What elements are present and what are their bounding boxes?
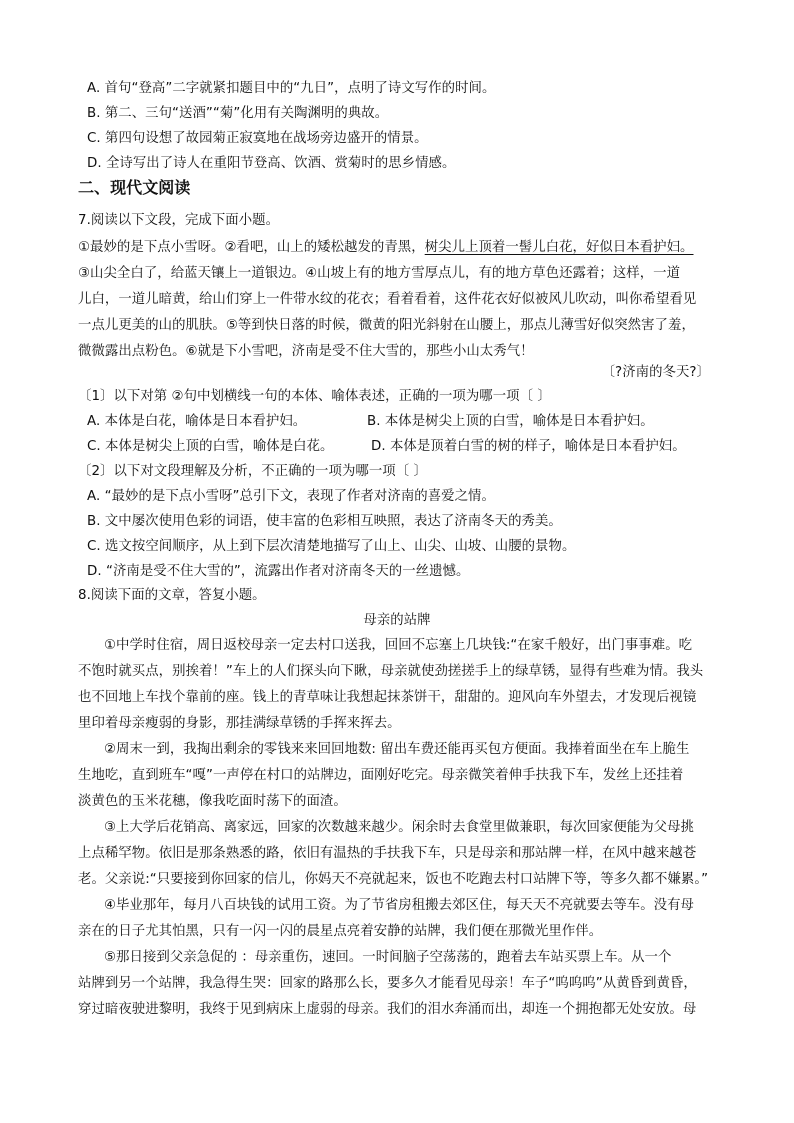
q7-sub2-stem: 〔2〕以下对文段理解及分析，不正确的一项为哪一项〔 〕 xyxy=(78,464,427,479)
article-line: 穿过暗夜驶进黎明，我终于见到病床上虚弱的母亲。我们的泪水奔涌而出，却连一个拥抱都无处安放。母 xyxy=(78,1002,697,1017)
q7-source: 〔?济南的冬天?〕 xyxy=(601,365,710,380)
q6-option-b: B. 第二、三句“送酒”“菊”化用有关陶渊明的典故。 xyxy=(87,106,389,121)
q7-sub2-option-d: D. “济南是受不住大雪的”，流露出作者对济南冬天的一丝遗憾。 xyxy=(87,564,470,579)
q6-option-a: A. 首句“登高”二字就紧扣题目中的“九日”，点明了诗文写作的时间。 xyxy=(87,81,496,96)
article-line: 里印着母亲瘦弱的身影，那挂满绿草锈的手挥来挥去。 xyxy=(78,716,401,731)
article-title: 母亲的站牌 xyxy=(363,613,431,628)
q7-passage-line-2: ③山尖全白了，给蓝天镶上一道银边。④山坡上有的地方雪厚点儿，有的地方草色还露着；这样，一道 xyxy=(78,266,681,281)
q7-passage-line-4: 一点儿更美的山的肌肤。⑤等到快日落的时候，微黄的阳光斜射在山腰上，那点儿薄雪好似突然害了羞， xyxy=(78,318,695,333)
q7-sub2-option-b: B. 文中屡次使用色彩的词语，使丰富的色彩相互映照，表达了济南冬天的秀美。 xyxy=(87,514,562,529)
q7-sub1-stem: 〔1〕以下对第 ②句中划横线一句的本体、喻体表述，正确的一项为哪一项〔 〕 xyxy=(78,389,551,404)
article-line: ③上大学后花销高、离家远，回家的次数越来越少。闲余时去食堂里做兼职，每次回家便能为父母挑 xyxy=(104,820,694,835)
q7-sub2-option-c: C. 选文按空间顺序，从上到下层次清楚地描写了山上、山尖、山坡、山腰的景物。 xyxy=(87,539,576,554)
q7-intro: 7.阅读以下文段，完成下面小题。 xyxy=(78,213,280,228)
q6-option-c: C. 第四句设想了故园菊正寂寞地在战场旁边盛开的情景。 xyxy=(87,131,428,146)
article-line: ①中学时住宿，周日返校母亲一定去村口送我，回回不忘塞上几块钱:“在家千般好，出门事事难。吃 xyxy=(104,638,693,653)
q7-sub1-option-a: A. 本体是白花，喻体是日本看护妇。 xyxy=(87,414,307,429)
article-line: 淡黄色的玉米花穗，像我吃面时荡下的面渣。 xyxy=(78,794,347,809)
q8-intro: 8.阅读下面的文章，答复小题。 xyxy=(78,588,266,603)
article-line: 生地吃，直到班车“嘎”一声停在村口的站牌边，面刚好吃完。母亲微笑着伸手扶我下车，发丝上还挂着 xyxy=(78,768,684,783)
q7-passage-line-5: 微微露出点粉色。⑥就是下小雪吧，济南是受不住大雪的，那些小山太秀气！ xyxy=(78,344,534,359)
article-line: ②周末一到，我掏出剩余的零钱来来回回地数: 留出车费还能再买包方便面。我捧着面坐在车上脆生 xyxy=(104,742,690,757)
article-line: 亲在的日子尤其怕黑，只有一闪一闪的晨星点亮着安静的站牌，我们便在那微光里作伴。 xyxy=(78,924,603,939)
q7-passage-line-3: 儿白，一道儿暗黄，给山们穿上一件带水纹的花衣；看着看着，这件花衣好似被风儿吹动，叫你希望看见 xyxy=(78,292,697,307)
q7-sub1-option-b: B. 本体是树尖上顶的白雪，喻体是日本看护妇。 xyxy=(367,414,654,429)
q7-passage-plain: ①最妙的是下点小雪呀。②看吧，山上的矮松越发的青黑， xyxy=(78,240,425,255)
article-line: ⑤那日接到父亲急促的 ：母亲重伤，速回。一时间脑子空荡荡的，跑着去车站买票上车。从一个 xyxy=(104,950,672,965)
article-line: ④毕业那年，每月八百块钱的试用工资。为了节省房租搬去郊区住，每天天不亮就要去等车。没有母 xyxy=(104,898,694,913)
article-line: 站牌到另一个站牌，我急得生哭：回家的路那么长，要多久才能看见母亲！车子“呜呜呜”从黄昏到黄昏， xyxy=(78,976,697,991)
q7-underlined-sentence: 树尖儿上顶着一髻儿白花，好似日本看护妇。 xyxy=(424,240,694,255)
article-line: 也不回地上车找个靠前的座。钱上的青草味让我想起抹茶饼干，甜甜的。迎风向车外望去，才发现后视镜 xyxy=(78,690,697,705)
article-line: 上点稀罕物。依旧是那条熟悉的路，依旧有温热的手扶我下车，只是母亲和那站牌一样，在风中越来越苍 xyxy=(78,846,697,861)
q7-sub2-option-a: A. “最妙的是下点小雪呀”总引下文，表现了作者对济南的喜爱之情。 xyxy=(87,489,495,504)
q7-sub1-option-d: D. 本体是顶着白雪的树的样子，喻体是日本看护妇。 xyxy=(371,439,686,454)
article-line: 老。父亲说:“只要接到你回家的信儿，你妈天不亮就起来，饭也不吃跑去村口站牌下等，等多久都不嫌累。” xyxy=(78,872,709,887)
article-line: 不饱时就买点，别挨着！”车上的人们探头向下瞅，母亲就使劲搓搓手上的绿草锈，显得有些难为情。我头 xyxy=(78,664,704,679)
q6-option-d: D. 全诗写出了诗人在重阳节登高、饮酒、赏菊时的思乡情感。 xyxy=(87,156,456,171)
q7-sub1-option-c: C. 本体是树尖上顶的白雪，喻体是白花。 xyxy=(87,439,334,454)
q7-passage-line-1 xyxy=(78,239,694,257)
section-heading: 二、现代文阅读 xyxy=(78,178,191,197)
